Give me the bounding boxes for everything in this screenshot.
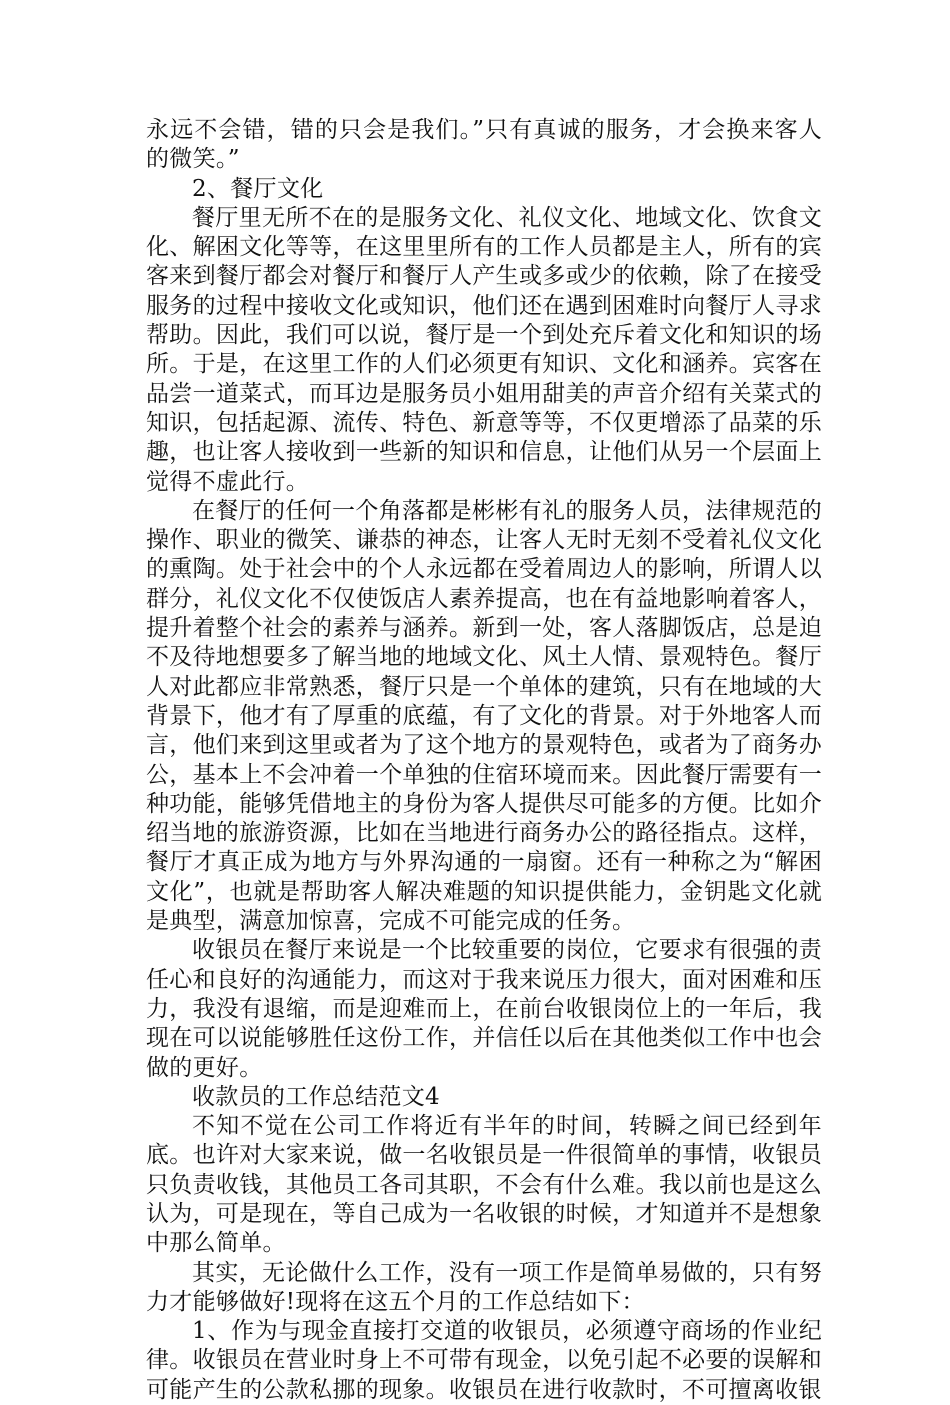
paragraph: 其实，无论做什么工作，没有一项工作是简单易做的，只有努力才能够做好!现将在这五个月的工作总结如下： (146, 1259, 822, 1315)
paragraph: 在餐厅的任何一个角落都是彬彬有礼的服务人员，法律规范的操作、职业的微笑、谦恭的神态，让客人无时无刻不受着礼仪文化的熏陶。处于社会中的个人永远都在受着周边人的影响，所谓人以群分，礼仪文化不仅使饭店人素养提高，也在有益地影响着客人，提升着整个社会的素养与涵养。新到一处，客人落脚饭店，总是迫不及待地想要多了解当地的地域文化、风土人情、景观特色。餐厅人对此都应非常熟悉，餐厅只是一个单体的建筑，只有在地域的大背景下，他才有了厚重的底蕴，有了文化的背景。对于外地客人而言，他们来到这里或者为了这个地方的景观特色，或者为了商务办公，基本上不会冲着一个单独的住宿环境而来。因此餐厅需要有一种功能，能够凭借地主的身份为客人提供尽可能多的方便。比如介绍当地的旅游资源，比如在当地进行商务办公的路径指点。这样，餐厅才真正成为地方与外界沟通的一扇窗。还有一种称之为“解困文化”，也就是帮助客人解决难题的知识提供能力，金钥匙文化就是典型，满意加惊喜，完成不可能完成的任务。 (146, 497, 822, 935)
paragraph: 收银员在餐厅来说是一个比较重要的岗位，它要求有很强的责任心和良好的沟通能力，而这对于我来说压力很大，面对困难和压力，我没有退缩，而是迎难而上，在前台收银岗位上的一年后，我现在可以说能够胜任这份工作，并信任以后在其他类似工作中也会做的更好。 (146, 937, 822, 1081)
paragraph-continuation: 永远不会错，错的只会是我们。”只有真诚的服务，才会换来客人的微笑。” (146, 117, 822, 173)
section-heading-restaurant-culture: 2、餐厅文化 (192, 175, 324, 202)
paragraph: 餐厅里无所不在的是服务文化、礼仪文化、地域文化、饮食文化、解困文化等等，在这里里所有的工作人员都是主人，所有的宾客来到餐厅都会对餐厅和餐厅人产生或多或少的依赖，除了在接受服务的过程中接收文化或知识，他们还在遇到困难时向餐厅人寻求帮助。因此，我们可以说，餐厅是一个到处充斥着文化和知识的场所。于是，在这里工作的人们必须更有知识、文化和涵养。宾客在品尝一道菜式，而耳边是服务员小姐用甜美的声音介绍有关菜式的知识，包括起源、流传、特色、新意等等，不仅更增添了品菜的乐趣，也让客人接收到一些新的知识和信息，让他们从另一个层面上觉得不虚此行。 (146, 204, 822, 495)
paragraph: 1、作为与现金直接打交道的收银员，必须遵守商场的作业纪律。收银员在营业时身上不可带有现金，以免引起不必要的误解和可能产生的公款私挪的现象。收银员在进行收款时，不可擅离收银 (146, 1318, 822, 1403)
paragraph: 不知不觉在公司工作将近有半年的时间，转瞬之间已经到年底。也许对大家来说，做一名收银员是一件很简单的事情，收银员只负责收钱，其他员工各司其职，不会有什么难。我以前也是这么认为，可是现在，等自己成为一名收银的时候，才知道并不是想象中那么简单。 (146, 1113, 822, 1257)
document-page (146, 116, 822, 1405)
section-heading-sample-4: 收款员的工作总结范文4 (192, 1083, 440, 1110)
